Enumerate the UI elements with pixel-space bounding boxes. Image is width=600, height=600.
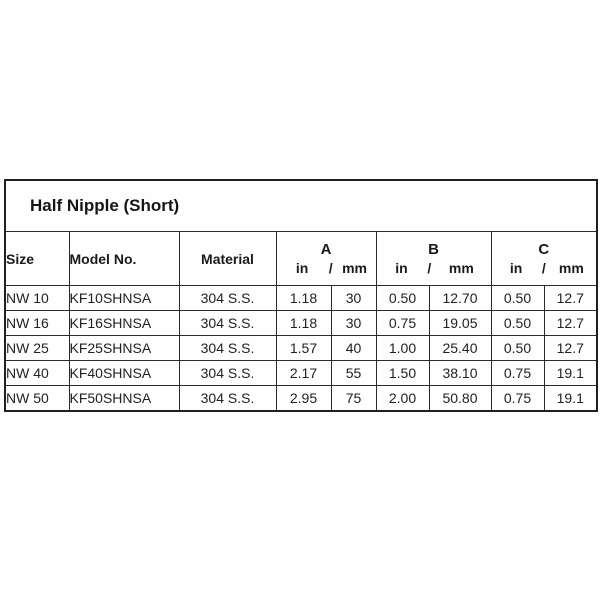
cell-material: 304 S.S.: [179, 286, 276, 311]
table-row: [5, 311, 597, 336]
cell-c-mm: 19.1: [544, 386, 597, 412]
cell-material: 304 S.S.: [179, 386, 276, 412]
cell-b-in: 2.00: [376, 386, 429, 412]
cell-c-in: 0.50: [491, 286, 544, 311]
col-header-group-c: [491, 232, 597, 286]
col-header-material: Material: [179, 232, 276, 286]
cell-c-in: 0.50: [491, 336, 544, 361]
cell-a-mm: 30: [331, 286, 376, 311]
cell-b-mm: 19.05: [429, 311, 491, 336]
group-b-slash: /: [427, 259, 432, 276]
group-b-units: [377, 259, 491, 277]
cell-b-mm: 50.80: [429, 386, 491, 412]
cell-c-in: 0.75: [491, 386, 544, 412]
cell-material: 304 S.S.: [179, 361, 276, 386]
cell-model-no: KF16SHNSA: [69, 311, 179, 336]
cell-model-no: KF40SHNSA: [69, 361, 179, 386]
cell-model-no: KF50SHNSA: [69, 386, 179, 412]
cell-a-in: 2.95: [276, 386, 331, 412]
col-header-group-a: [276, 232, 376, 286]
group-b-in-label: in: [395, 259, 408, 276]
cell-b-mm: 25.40: [429, 336, 491, 361]
cell-b-in: 1.00: [376, 336, 429, 361]
cell-a-mm: 40: [331, 336, 376, 361]
spec-table: [4, 179, 598, 412]
col-header-size: Size: [5, 232, 69, 286]
group-a-in-label: in: [295, 259, 309, 276]
cell-size: NW 40: [5, 361, 69, 386]
table-header-row: [5, 232, 597, 286]
group-c-label: C: [538, 240, 550, 258]
cell-a-mm: 30: [331, 311, 376, 336]
table-row: [5, 386, 597, 412]
table-row: [5, 286, 597, 311]
cell-b-in: 1.50: [376, 361, 429, 386]
cell-size: NW 16: [5, 311, 69, 336]
cell-a-in: 1.57: [276, 336, 331, 361]
cell-material: 304 S.S.: [179, 336, 276, 361]
cell-c-mm: 12.7: [544, 311, 597, 336]
group-a-slash: /: [328, 259, 333, 276]
group-a-label: A: [320, 240, 332, 258]
cell-material: 304 S.S.: [179, 311, 276, 336]
cell-size: NW 50: [5, 386, 69, 412]
cell-size: NW 25: [5, 336, 69, 361]
col-header-model-no: Model No.: [69, 232, 179, 286]
group-b-mm-label: mm: [448, 259, 474, 276]
group-a-units: [277, 259, 376, 277]
cell-a-in: 1.18: [276, 311, 331, 336]
cell-a-mm: 55: [331, 361, 376, 386]
cell-c-mm: 19.1: [544, 361, 597, 386]
cell-model-no: KF25SHNSA: [69, 336, 179, 361]
cell-c-in: 0.50: [491, 311, 544, 336]
cell-c-in: 0.75: [491, 361, 544, 386]
cell-a-mm: 75: [331, 386, 376, 412]
cell-b-in: 0.50: [376, 286, 429, 311]
cell-a-in: 1.18: [276, 286, 331, 311]
table-row: [5, 336, 597, 361]
table-row: [5, 361, 597, 386]
group-b-label: B: [428, 240, 439, 258]
cell-b-mm: 38.10: [429, 361, 491, 386]
col-header-group-b: [376, 232, 491, 286]
cell-b-in: 0.75: [376, 311, 429, 336]
group-a-mm-label: mm: [342, 259, 367, 276]
cell-size: NW 10: [5, 286, 69, 311]
group-c-mm-label: mm: [558, 259, 584, 276]
cell-c-mm: 12.7: [544, 336, 597, 361]
cell-model-no: KF10SHNSA: [69, 286, 179, 311]
cell-b-mm: 12.70: [429, 286, 491, 311]
table-title-row: [5, 180, 597, 232]
cell-a-in: 2.17: [276, 361, 331, 386]
table-title: Half Nipple (Short): [5, 180, 597, 232]
group-c-slash: /: [541, 259, 546, 276]
group-c-units: [492, 259, 597, 277]
cell-c-mm: 12.7: [544, 286, 597, 311]
group-c-in-label: in: [509, 259, 523, 276]
